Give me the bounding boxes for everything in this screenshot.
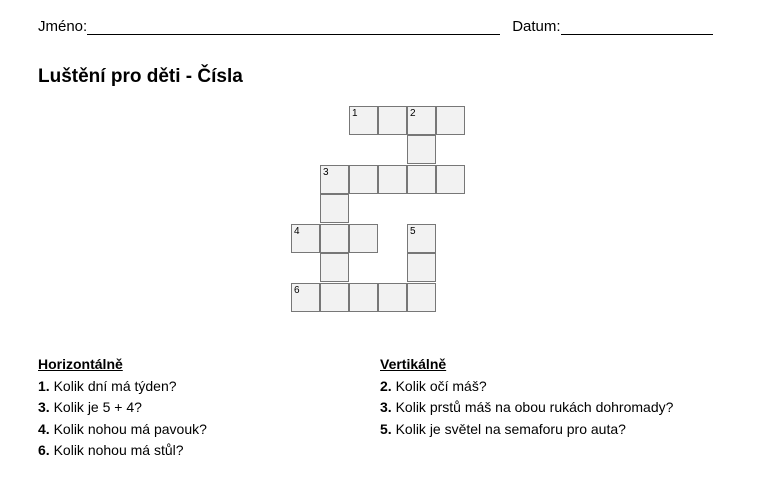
crossword-cell[interactable]: [378, 283, 407, 312]
clue-item: [380, 376, 673, 398]
down-clues: [380, 354, 673, 440]
crossword-cell[interactable]: [349, 165, 378, 194]
crossword-cell[interactable]: [407, 283, 436, 312]
clue-number: 6: [294, 285, 300, 296]
across-heading: Horizontálně: [38, 356, 123, 372]
date-field[interactable]: [561, 20, 713, 35]
across-clues: [38, 354, 207, 462]
crossword-cell[interactable]: [320, 283, 349, 312]
crossword-cell[interactable]: [407, 253, 436, 282]
crossword-cell[interactable]: [407, 135, 436, 164]
name-row: [38, 18, 713, 35]
name-field[interactable]: [87, 20, 500, 35]
crossword-cell[interactable]: [349, 283, 378, 312]
crossword-cell[interactable]: [291, 224, 320, 253]
clue-number: 5: [410, 226, 416, 237]
clue-num: 3.: [380, 399, 392, 415]
crossword-cell[interactable]: [320, 165, 349, 194]
crossword-cell[interactable]: [378, 165, 407, 194]
clue-number: 3: [323, 167, 329, 178]
clue-text: Kolik nohou má stůl?: [53, 442, 184, 458]
clue-num: 6.: [38, 442, 50, 458]
page-title: Luštění pro děti - Čísla: [38, 66, 243, 87]
clue-text: Kolik očí máš?: [395, 377, 487, 394]
crossword-cell[interactable]: [291, 283, 320, 312]
clue-text: Kolik nohou má pavouk?: [53, 420, 207, 437]
clue-number: 4: [294, 226, 300, 237]
clue-number: 1: [352, 108, 358, 119]
clue-num: 2.: [380, 377, 392, 394]
name-label: Jméno:: [38, 18, 88, 35]
clue-text: Kolik dní má týden?: [53, 377, 177, 394]
clue-item: [38, 440, 207, 462]
clue-num: 4.: [38, 420, 50, 437]
crossword-cell[interactable]: [320, 224, 349, 253]
crossword-cell[interactable]: [349, 224, 378, 253]
down-heading: Vertikálně: [380, 356, 447, 372]
date-label: Datum:: [512, 18, 561, 35]
clue-text: Kolik je světel na semaforu pro auta?: [395, 420, 626, 437]
crossword-cell[interactable]: [378, 106, 407, 135]
clue-item: [38, 376, 207, 398]
clue-item: [380, 419, 673, 441]
clue-text: Kolik prstů máš na obou rukách dohromady?: [395, 399, 674, 415]
clue-item: [38, 419, 207, 441]
clue-num: 1.: [38, 377, 50, 394]
crossword-cell[interactable]: [407, 165, 436, 194]
clue-num: 5.: [380, 420, 392, 437]
clue-item: [38, 397, 207, 419]
crossword-cell[interactable]: [320, 253, 349, 282]
crossword-cell[interactable]: [320, 194, 349, 223]
crossword-cell[interactable]: [436, 165, 465, 194]
clue-item: [380, 397, 673, 419]
clue-number: 2: [410, 108, 416, 119]
crossword-cell[interactable]: [407, 106, 436, 135]
clue-text: Kolik je 5 + 4?: [53, 399, 142, 415]
crossword-cell[interactable]: [349, 106, 378, 135]
clue-num: 3.: [38, 399, 50, 415]
crossword-cell[interactable]: [407, 224, 436, 253]
crossword-cell[interactable]: [436, 106, 465, 135]
